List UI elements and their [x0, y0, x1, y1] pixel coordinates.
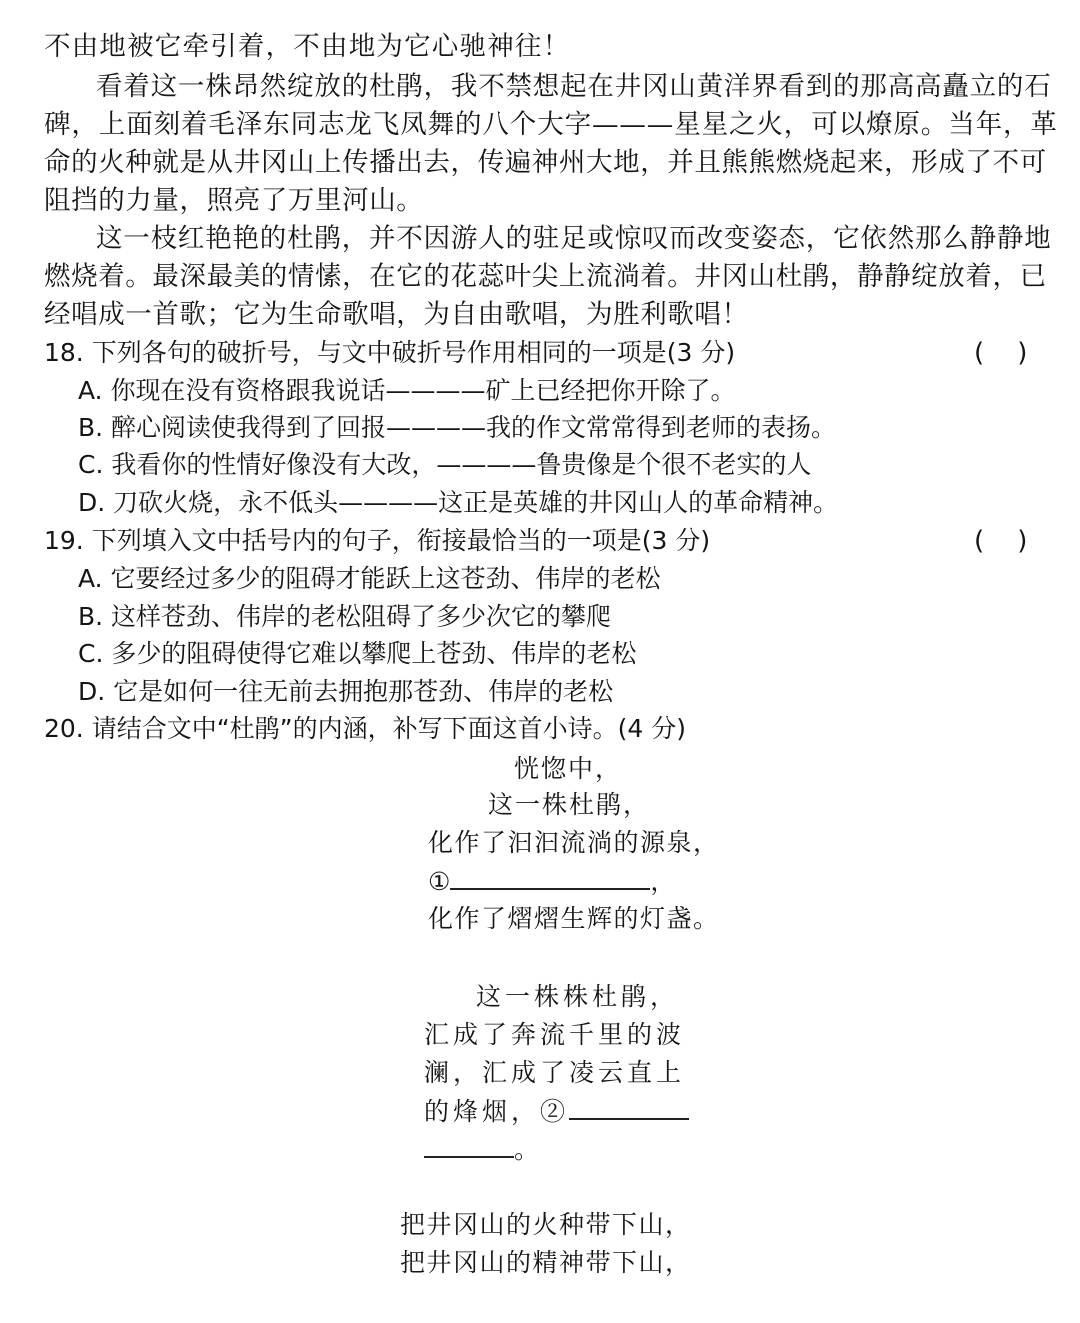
poem-line-7: 汇成了奔流千里的波	[424, 1020, 686, 1049]
poem-line-3: 化作了汩汩流淌的源泉，	[428, 828, 720, 857]
passage-line-2: 看着这一株昂然绽放的杜鹃，我不禁想起在井冈山黄洋界看到的那高高矗立的石	[96, 71, 1052, 102]
q19-option-c: C. 多少的阻碍使得它难以攀爬上苍劲、伟岸的老松	[78, 639, 637, 668]
q18-option-a: A. 你现在没有资格跟我说话————矿上已经把你开除了。	[78, 376, 736, 405]
poem-blank-2-line	[424, 1094, 689, 1129]
blank-1-comma: ，	[650, 867, 676, 896]
poem-line-6: 这一株株杜鹃，	[476, 982, 680, 1011]
answer-blank-2b[interactable]	[424, 1132, 514, 1158]
passage-line-3: 碑，上面刻着毛泽东同志龙飞凤舞的八个大字———星星之火，可以燎原。当年，革	[44, 109, 1058, 140]
q18-stem: 18. 下列各句的破折号，与文中破折号作用相同的一项是(3 分)	[44, 338, 736, 367]
passage-line-7: 燃烧着。最深最美的情愫，在它的花蕊叶尖上流淌着。井冈山杜鹃，静静绽放着，已	[44, 261, 1047, 292]
circled-number-1: ①	[428, 867, 451, 896]
passage-line-5: 阻挡的力量，照亮了万里河山。	[44, 185, 424, 216]
poem-line-5: 化作了熠熠生辉的灯盏。	[428, 904, 720, 933]
q19-option-b: B. 这样苍劲、伟岸的老松阻碍了多少次它的攀爬	[78, 602, 612, 631]
answer-blank-1[interactable]	[450, 864, 650, 890]
poem-line-8: 澜，汇成了凌云直上	[424, 1058, 686, 1087]
passage-line-4: 命的火种就是从井冈山上传播出去，传遍神州大地，并且熊熊燃烧起来，形成了不可	[44, 147, 1047, 178]
q18-answer-bracket[interactable]: ( )	[974, 338, 1028, 368]
q19-stem: 19. 下列填入文中括号内的句子，衔接最恰当的一项是(3 分)	[44, 526, 711, 555]
q19-option-d: D. 它是如何一往无前去拥抱那苍劲、伟岸的老松	[78, 677, 614, 706]
passage-line-8: 经唱成一首歌；它为生命歌唱，为自由歌唱，为胜利歌唱！	[44, 299, 749, 330]
poem-line-9-text: 的烽烟，	[424, 1097, 541, 1126]
q20-stem: 20. 请结合文中“杜鹃”的内涵，补写下面这首小诗。(4 分)	[44, 714, 686, 743]
passage-line-6: 这一枝红艳艳的杜鹃，并不因游人的驻足或惊叹而改变姿态，它依然那么静静地	[96, 223, 1052, 254]
q18-option-c: C. 我看你的性情好像没有大改，————鲁贵像是个很不老实的人	[78, 450, 812, 479]
q19-answer-bracket[interactable]: ( )	[974, 526, 1028, 556]
answer-blank-2a[interactable]	[569, 1094, 689, 1120]
passage-line-1: 不由地被它牵引着，不由地为它心驰神往！	[44, 31, 571, 62]
q18-option-d: D. 刀砍火烧，永不低头————这正是英雄的井冈山人的革命精神。	[78, 488, 839, 517]
poem-line-11: 把井冈山的火种带下山，	[400, 1210, 692, 1239]
blank-2-period: 。	[514, 1135, 540, 1164]
q18-option-b: B. 醉心阅读使我得到了回报————我的作文常常得到老师的表扬。	[78, 413, 837, 442]
q19-option-a: A. 它要经过多少的阻碍才能跃上这苍劲、伟岸的老松	[78, 564, 661, 593]
poem-line-1: 恍惚中，	[514, 754, 623, 783]
circled-number-2: ②	[540, 1097, 570, 1126]
poem-blank-1-line	[428, 864, 675, 899]
poem-line-2: 这一株杜鹃，	[488, 790, 651, 819]
poem-line-12: 把井冈山的精神带下山，	[400, 1248, 692, 1277]
poem-blank-2-cont	[424, 1132, 539, 1167]
